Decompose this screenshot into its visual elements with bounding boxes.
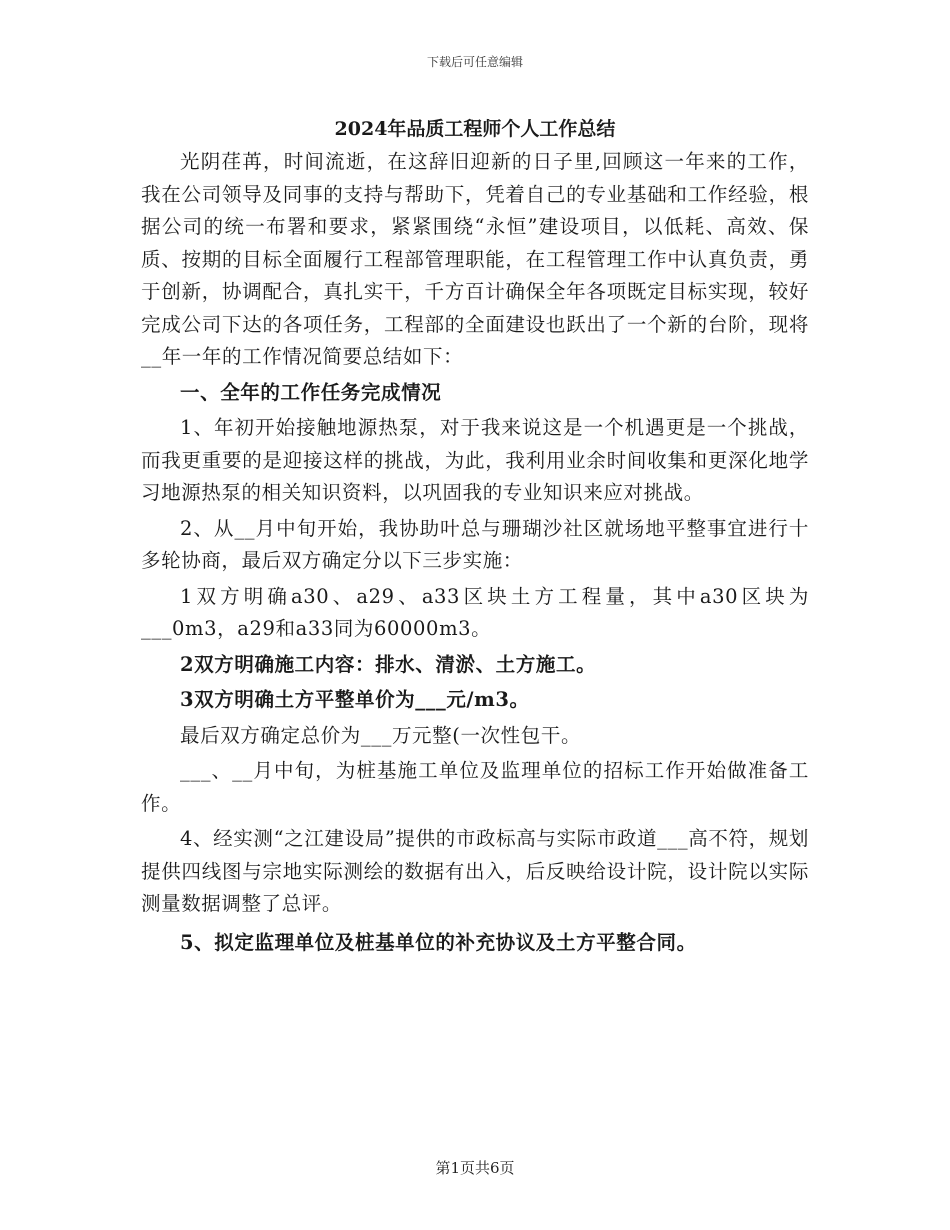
paragraph-subitem-1: 1双方明确a30、a29、a33区块土方工程量，其中a30区块为___0m3，a29和a33同为60000m3。 bbox=[141, 584, 809, 640]
paragraph-item-2: 2、从__月中旬开始，我协助叶总与珊瑚沙社区就场地平整事宜进行十多轮协商，最后双方确定分以下三步实施： bbox=[141, 516, 809, 572]
paragraph-item-3: ___、__月中旬，为桩基施工单位及监理单位的招标工作开始做准备工作。 bbox=[141, 759, 809, 815]
paragraph-item-4: 4、经实测“之江建设局”提供的市政标高与实际市政道___高不符，规划提供四线图与宗地实际测绘的数据有出入，后反映给设计院，设计院以实际测量数据调整了总评。 bbox=[141, 827, 809, 915]
paragraph-intro: 光阴荏苒，时间流逝，在这辞旧迎新的日子里,回顾这一年来的工作，我在公司领导及同事的支持与帮助下，凭着自己的专业基础和工作经验，根据公司的统一布署和要求，紧紧围绕“永恒”建设项目，以低耗、高效、保质、按期的目标全面履行工程部管理职能，在工程管理工作中认真负责，勇于创新，协调配合，真扎实干，千方百计确保全年各项既定目标实现，较好完成公司下达的各项任务，工程部的全面建设也跃出了一个新的台阶，现将__年一年的工作情况简要总结如下： bbox=[141, 150, 809, 368]
document-title: 2024年品质工程师个人工作总结 bbox=[334, 118, 616, 140]
paragraph-subitem-2: 2双方明确施工内容：排水、清淤、土方施工。 bbox=[180, 652, 597, 676]
document-body bbox=[141, 146, 809, 962]
paragraph-item-5: 5、拟定监理单位及桩基单位的补充协议及土方平整合同。 bbox=[180, 930, 697, 954]
page-header-note: 下载后可任意编辑 bbox=[426, 55, 523, 69]
paragraph-total-price: 最后双方确定总价为___万元整(一次性包干。 bbox=[180, 723, 582, 747]
paragraph-subitem-3: 3双方明确土方平整单价为___元/m3。 bbox=[180, 688, 530, 711]
section-heading-tasks: 一、全年的工作任务完成情况 bbox=[180, 380, 442, 404]
paragraph-item-1: 1、年初开始接触地源热泵，对于我来说这是一个机遇更是一个挑战，而我更重要的是迎接这样的挑战，为此，我利用业余时间收集和更深化地学习地源热泵的相关知识资料，以巩固我的专业知识来应对挑战。 bbox=[141, 416, 809, 504]
page-number: 第1页共6页 bbox=[435, 1159, 515, 1177]
